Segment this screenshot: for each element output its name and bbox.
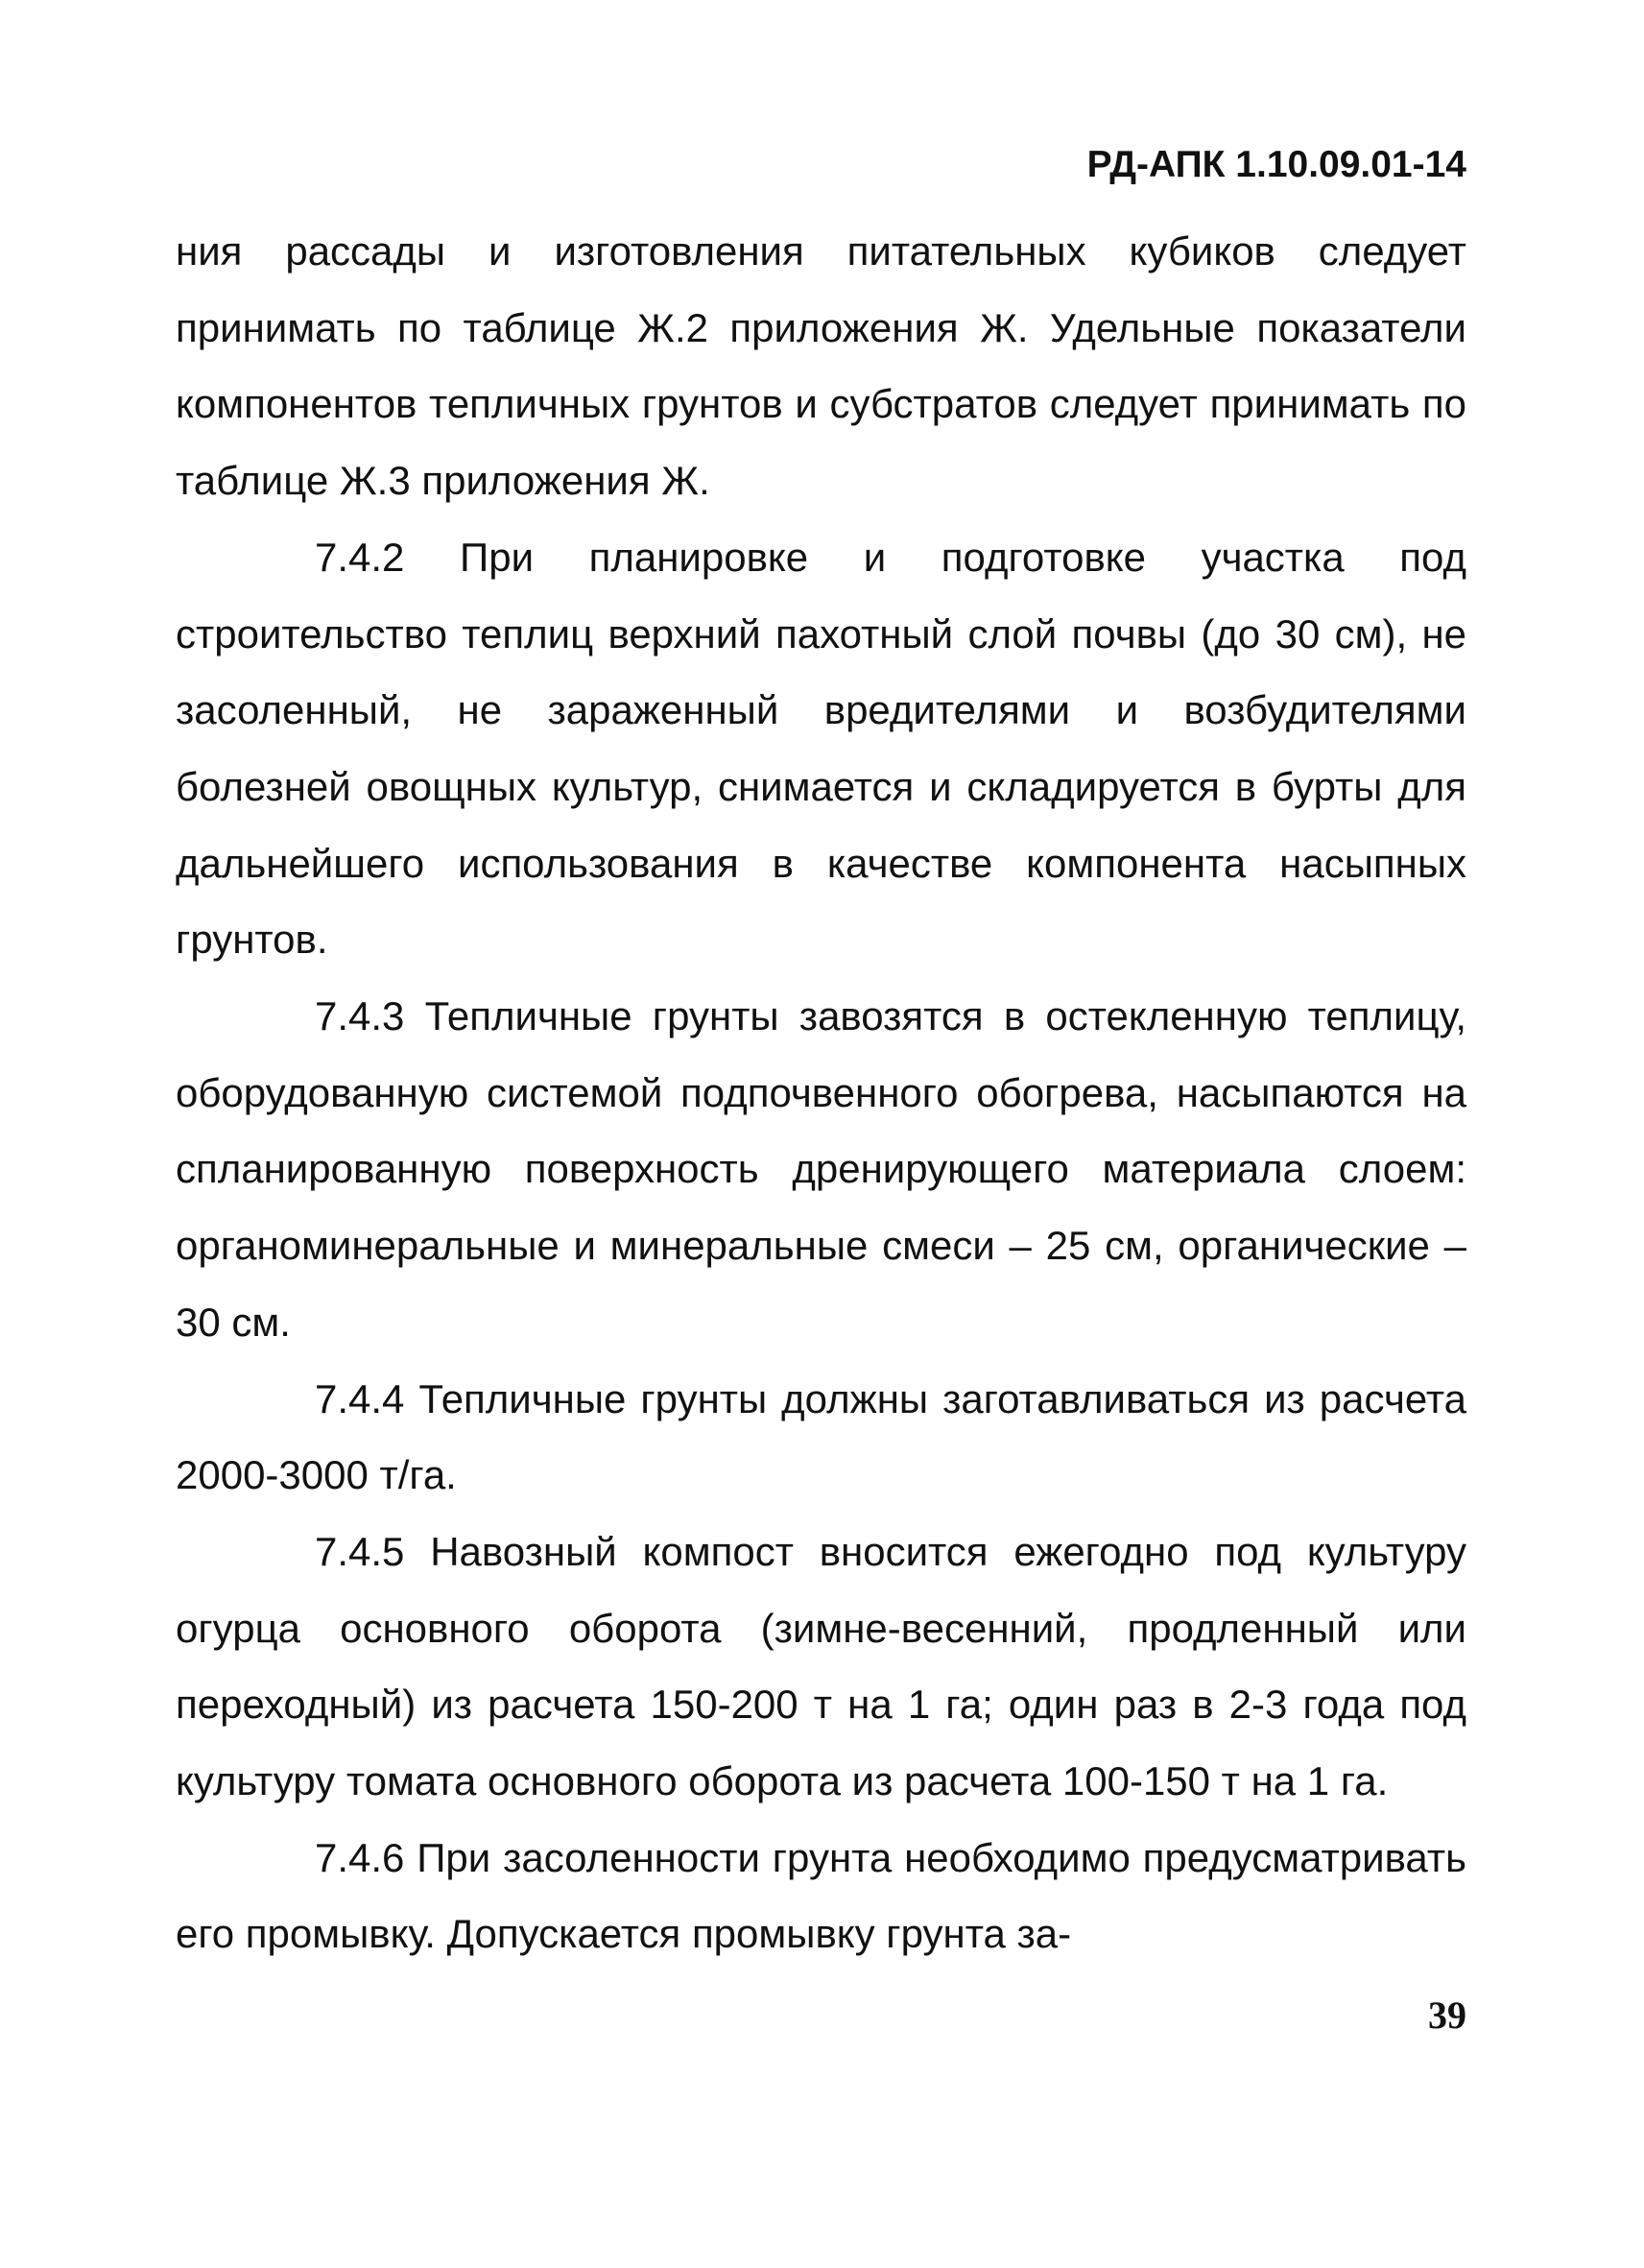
- page-number: 39: [1428, 1993, 1466, 2037]
- paragraph-7-4-3: 7.4.3 Тепличные грунты завозятся в остекленную теплицу, оборудованную системой подпочвенного обогрева, насыпаются на спланированную поверхность дренирующего материала слоем: органоминеральные и минеральные смеси – 25 см, органические – 30 см.: [176, 993, 1466, 1345]
- paragraph-continuation: ния рассады и изготовления питательных кубиков следует принимать по таблице Ж.2 приложения Ж. Удельные показатели компонентов тепличных грунтов и субстратов следует принимать по таблице Ж.3 приложения Ж.: [176, 228, 1466, 504]
- paragraph-7-4-5: 7.4.5 Навозный компост вносится ежегодно под культуру огурца основного оборота (зимне-весенний, продленный или переходный) из расчета 150-200 т на 1 га; один раз в 2-3 года под культуру томата основного оборота из расчета 100-150 т на 1 га.: [176, 1528, 1466, 1804]
- paragraph-7-4-2: 7.4.2 При планировке и подготовке участка под строительство теплиц верхний пахотный слой почвы (до 30 см), не засоленный, не зараженный вредителями и возбудителями болезней овощных культур, снимается и складируется в бурты для дальнейшего использования в качестве компонента насыпных грунтов.: [176, 534, 1466, 963]
- document-code: РД-АПК 1.10.09.01-14: [1086, 144, 1466, 185]
- paragraph-7-4-4: 7.4.4 Тепличные грунты должны заготавливаться из расчета 2000-3000 т/га.: [176, 1375, 1466, 1498]
- body-text: [176, 213, 1466, 1972]
- paragraph-7-4-6: 7.4.6 При засоленности грунта необходимо предусматривать его промывку. Допускается промывку грунта за-: [176, 1834, 1466, 1957]
